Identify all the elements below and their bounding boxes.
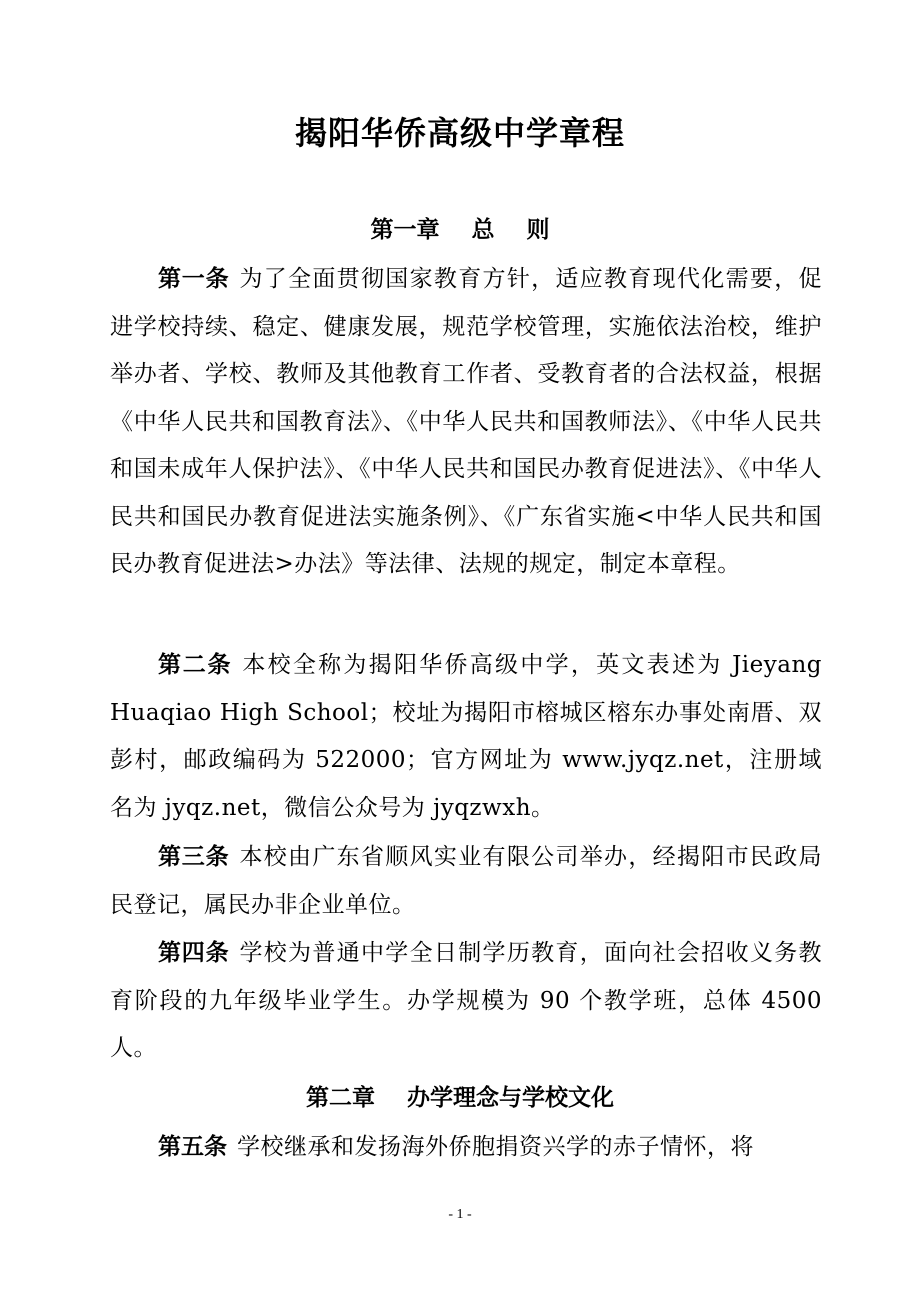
page-number: - 1 - [448, 1207, 472, 1222]
article-text: 学校继承和发扬海外侨胞捐资兴学的赤子情怀，将 [237, 1134, 754, 1160]
article-label: 第二条 [158, 652, 233, 678]
article-3 [110, 834, 822, 929]
article-text: 为了全面贯彻国家教育方针，适应教育现代化需要，促进学校持续、稳定、健康发展，规范学校管理，实施依法治校，维护举办者、学校、教师及其他教育工作者、受教育者的合法权益，根据《中华人民共和国教育法》、《中华人民共和国教师法》、《中华人民共和国未成年人保护法》、《中华人民共和国民办教育促进法》、《中华人民共和国民办教育促进法实施条例》、《广东省实施<中华人民共和国民办教育促进法>办法》等法律、法规的规定，制定本章程。 [110, 266, 823, 577]
chapter-heading-1: 第一章 总 则 [370, 217, 550, 243]
article-4 [110, 930, 822, 1073]
article-text: 本校全称为揭阳华侨高级中学，英文表述为 Jieyang Huaqiao High School；校址为揭阳市榕城区榕东办事处南厝、双彭村，邮政编码为 522000；官方网址为 www.jyqz.net，注册域名为 jyqz.net，微信公众号为 jyqzwxh。 [110, 652, 823, 821]
article-label: 第一条 [158, 266, 230, 292]
document-title: 揭阳华侨高级中学章程 [294, 114, 625, 152]
article-label: 第五条 [158, 1134, 227, 1160]
article-label: 第三条 [158, 844, 230, 870]
article-1 [110, 256, 822, 589]
article-text: 学校为普通中学全日制学历教育，面向社会招收义务教育阶段的九年级毕业学生。办学规模为 90 个教学班，总体 4500 人。 [110, 940, 823, 1061]
article-label: 第四条 [158, 940, 230, 966]
chapter-heading-2: 第二章 办学理念与学校文化 [305, 1085, 615, 1111]
article-2 [110, 642, 822, 832]
article-text: 本校由广东省顺风实业有限公司举办，经揭阳市民政局民登记，属民办非企业单位。 [110, 844, 823, 918]
article-5 [110, 1124, 822, 1172]
